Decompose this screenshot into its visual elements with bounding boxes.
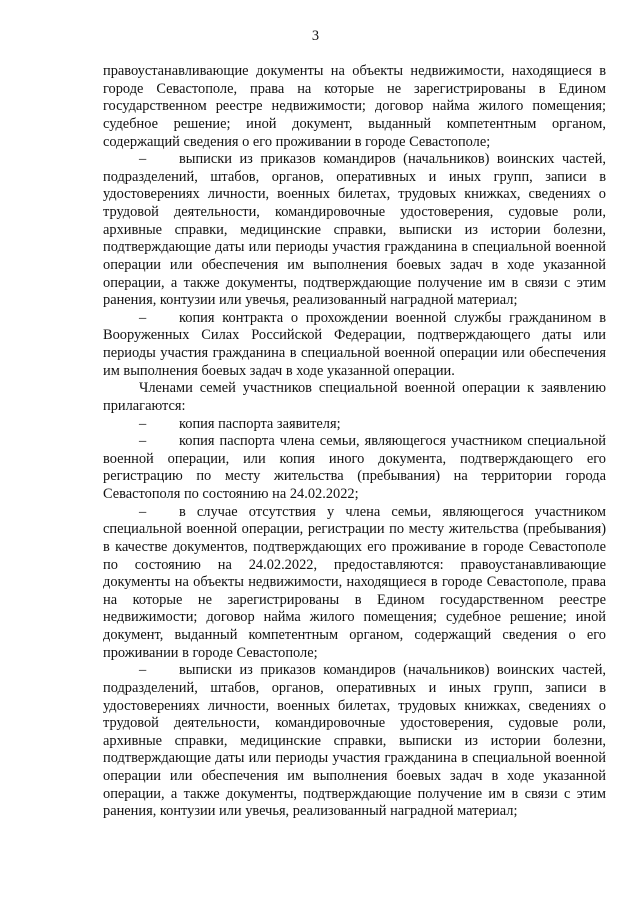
list-item-contract-copy xyxy=(103,310,606,381)
list-item-member-passport xyxy=(103,433,606,504)
list-item-orders-extracts-family xyxy=(103,662,606,821)
list-item-text: копия паспорта заявителя; xyxy=(179,415,341,432)
page-number: 3 xyxy=(311,28,320,44)
dash-marker: – xyxy=(139,309,147,326)
dash-marker: – xyxy=(139,415,147,432)
paragraph-family-members: Членами семей участников специальной военной операции к заявлению прилагаются: xyxy=(103,380,606,414)
dash-marker: – xyxy=(139,662,147,679)
list-item-orders-extracts xyxy=(103,151,606,310)
list-item-text: в случае отсутствия у члена семьи, являющегося участником специальной военной операции, регистрации по месту жительства (пребывания) в качестве документов, подтверждающих его проживание в городе Севастополе по состоянию на 24.02.2022, предоставляются: правоустанавливающие документы на объекты недвижимости, находящиеся в городе Севастополе, права на которые не зарегистрированы в Едином государственном реестре недвижимости; договор найма жилого помещения; судебное решение; иной документ, выданный компетентным органом, содержащий сведения о его проживании в городе Севастополе; xyxy=(103,503,606,661)
document-body xyxy=(103,63,606,821)
list-item-text: копия контракта о прохождении военной службы гражданином в Вооруженных Силах Российской Федерации, подтверждающего даты или периоды участия гражданина в специальной военной операции или обеспечения им выполнения боевых задач в ходе указанной операции. xyxy=(103,309,606,379)
list-item-text: выписки из приказов командиров (начальников) воинских частей, подразделений, штабов, органов, оперативных и иных групп, записи в удостоверениях личности, военных билетах, трудовых книжках, сведениях о трудовой деятельности, командировочные удостоверения, судовые роли, архивные справки, медицинские справки, выписки из истории болезни, подтверждающие даты или периоды участия гражданина в специальной военной операции или обеспечения им выполнения боевых задач в ходе указанной операции, а также документы, подтверждающие получение им в связи с этим ранения, контузии или увечья, реализованный наградной материал; xyxy=(103,662,606,820)
list-item-no-registration xyxy=(103,504,606,663)
list-item-text: выписки из приказов командиров (начальников) воинских частей, подразделений, штабов, органов, оперативных и иных групп, записи в удостоверениях личности, военных билетах, трудовых книжках, сведениях о трудовой деятельности, командировочные удостоверения, судовые роли, архивные справки, медицинские справки, выписки из истории болезни, подтверждающие даты или периоды участия гражданина в специальной военной операции или обеспечения им выполнения боевых задач в ходе указанной операции, а также документы, подтверждающие получение им в связи с этим ранения, контузии или увечья, реализованный наградной материал; xyxy=(103,151,606,309)
dash-marker: – xyxy=(139,433,147,450)
paragraph-1: правоустанавливающие документы на объекты недвижимости, находящиеся в городе Севастополе, права на которые не зарегистрированы в Едином государственном реестре недвижимости; договор найма жилого помещения; судебное решение; иной документ, выданный компетентным органом, содержащий сведения о его проживании в городе Севастополе; xyxy=(103,63,606,150)
dash-marker: – xyxy=(139,503,147,520)
list-item-applicant-passport xyxy=(103,416,606,434)
list-item-text: копия паспорта члена семьи, являющегося участником специальной военной операции, или копия иного документа, подтверждающего его регистрацию по месту жительства (пребывания) на территории города Севастополя по состоянию на 24.02.2022; xyxy=(103,433,606,502)
dash-marker: – xyxy=(139,151,147,168)
